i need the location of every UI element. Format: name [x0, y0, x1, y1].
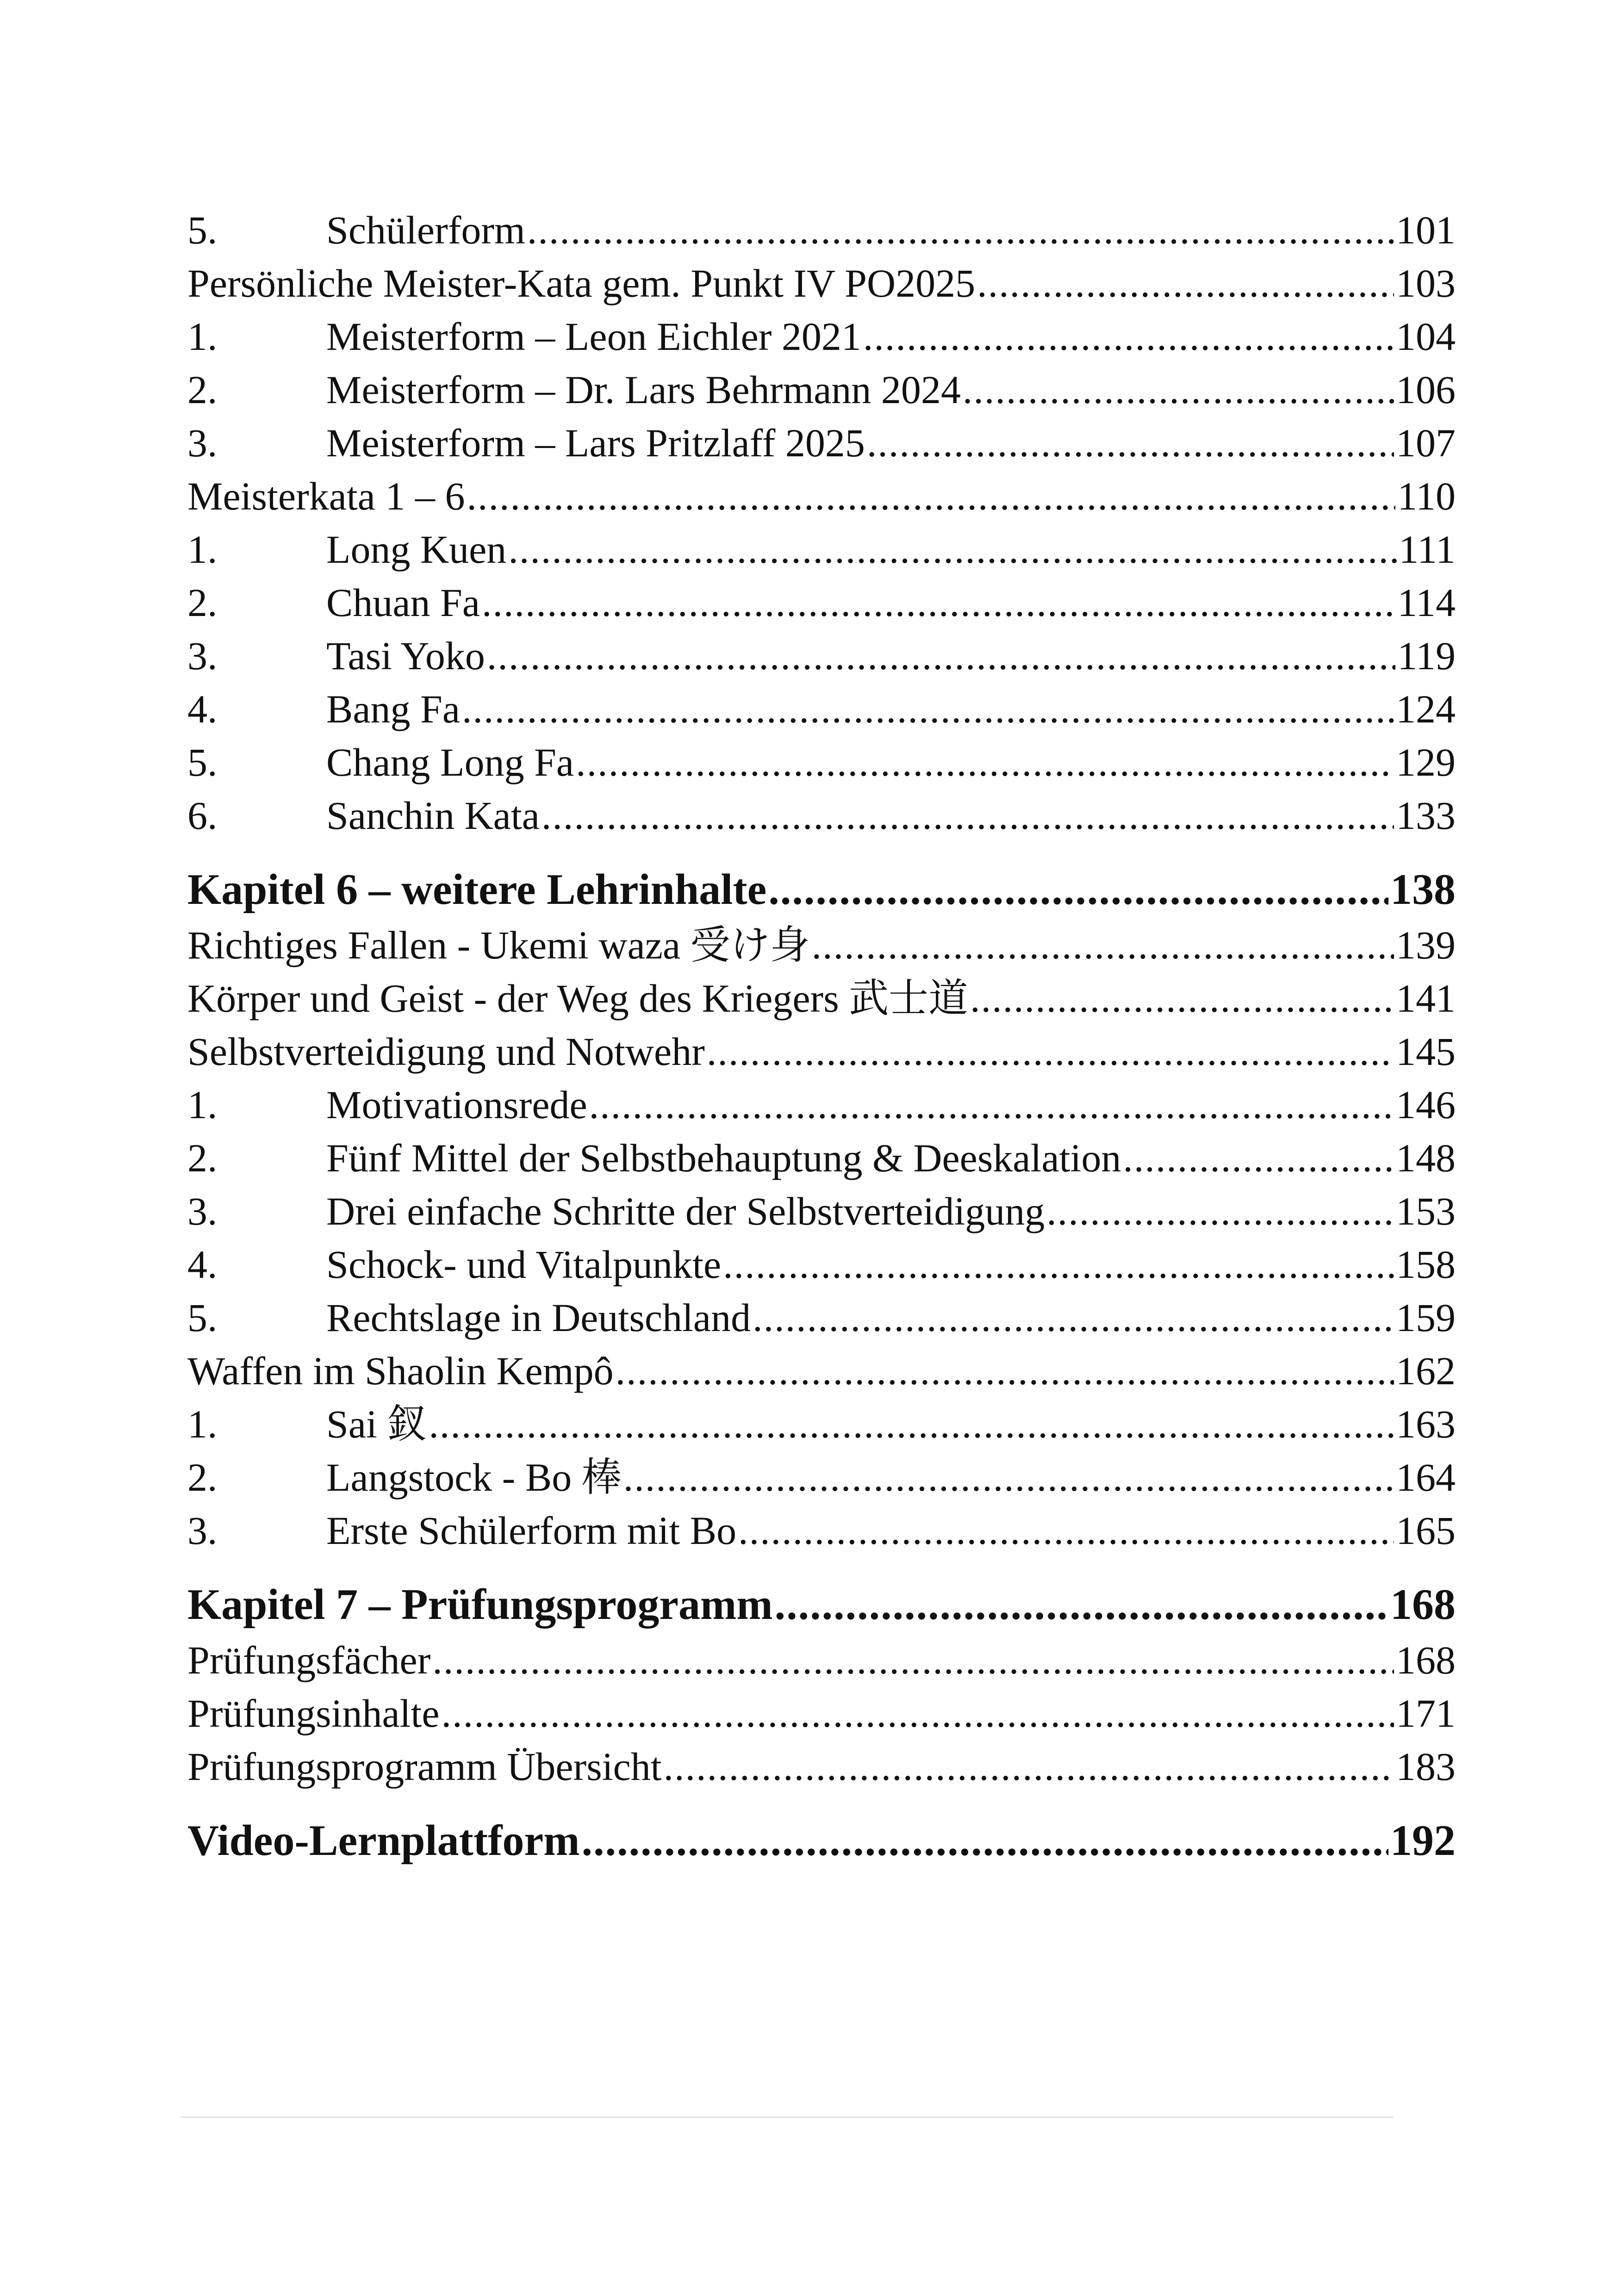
- toc-entry-number: 1.: [187, 527, 218, 572]
- toc-entry[interactable]: [187, 919, 1456, 972]
- toc-entry-page-number: 141: [1396, 976, 1456, 1020]
- toc-entry-title: Meisterkata 1 – 6: [187, 474, 465, 518]
- toc-chapter-entry[interactable]: [187, 861, 1456, 919]
- dot-leader: [442, 1687, 1394, 1740]
- toc-entry-page-number: 168: [1396, 1638, 1456, 1682]
- toc-entry-page-number: 163: [1396, 1402, 1456, 1446]
- toc-entry-number: 2.: [187, 580, 218, 625]
- dot-leader: [582, 1812, 1388, 1870]
- toc-entry[interactable]: [187, 1078, 1456, 1132]
- toc-entry-number: 6.: [187, 793, 218, 838]
- toc-entry-title: Erste Schülerform mit Bo: [326, 1508, 737, 1553]
- toc-entry-title: Bang Fa: [326, 687, 461, 731]
- toc-chapter-entry[interactable]: [187, 1576, 1456, 1634]
- toc-entry-title: Sai 釵: [326, 1402, 427, 1446]
- toc-entry-title: Chang Long Fa: [326, 740, 574, 784]
- toc-entry[interactable]: [187, 1634, 1456, 1687]
- toc-entry-title: Waffen im Shaolin Kempô: [187, 1349, 614, 1393]
- toc-entry-title: Video-Lernplattform: [187, 1817, 580, 1865]
- toc-entry-title: Meisterform – Lars Pritzlaff 2025: [326, 421, 865, 465]
- toc-entry-page-number: 159: [1396, 1295, 1456, 1340]
- toc-entry-title: Long Kuen: [326, 527, 507, 572]
- toc-entry-title: Körper und Geist - der Weg des Kriegers 武士道: [187, 976, 969, 1020]
- toc-entry-page-number: 146: [1396, 1083, 1456, 1127]
- toc-entry-title: Prüfungsprogramm Übersicht: [187, 1744, 662, 1789]
- toc-entry-number: 2.: [187, 1136, 218, 1180]
- toc-entry-number: 1.: [187, 314, 218, 359]
- toc-entry[interactable]: [187, 972, 1456, 1025]
- toc-entry[interactable]: [187, 523, 1456, 576]
- toc-entry-number: 2.: [187, 367, 218, 412]
- toc-entry-title: Kapitel 6 – weitere Lehrinhalte: [187, 865, 767, 914]
- toc-entry-page-number: 162: [1396, 1349, 1456, 1393]
- dot-leader: [1046, 1185, 1394, 1238]
- toc-entry-number: 3.: [187, 1508, 218, 1553]
- toc-entry[interactable]: [187, 204, 1456, 257]
- toc-entry-page-number: 124: [1396, 687, 1456, 731]
- dot-leader: [589, 1078, 1394, 1132]
- dot-leader: [462, 683, 1394, 736]
- dot-leader: [429, 1398, 1394, 1451]
- toc-entry-page-number: 171: [1396, 1691, 1456, 1736]
- toc-entry-number: 2.: [187, 1455, 218, 1500]
- toc-entry-title: Prüfungsfächer: [187, 1638, 431, 1682]
- toc-entry-page-number: 104: [1396, 314, 1456, 359]
- toc-entry-page-number: 168: [1390, 1580, 1456, 1629]
- toc-entry[interactable]: [187, 257, 1456, 310]
- toc-entry[interactable]: [187, 789, 1456, 842]
- toc-entry-page-number: 129: [1396, 740, 1456, 784]
- toc-entry-page-number: 119: [1397, 634, 1456, 678]
- toc-entry-page-number: 138: [1390, 865, 1456, 914]
- toc-entry-number: 5.: [187, 208, 218, 252]
- dot-leader: [775, 1576, 1388, 1634]
- toc-entry-title: Drei einfache Schritte der Selbstverteidigung: [326, 1189, 1045, 1233]
- toc-entry-page-number: 158: [1396, 1242, 1456, 1287]
- dot-leader: [527, 204, 1394, 257]
- toc-entry-number: 1.: [187, 1402, 218, 1446]
- toc-entry[interactable]: [187, 417, 1456, 470]
- dot-leader: [487, 629, 1395, 683]
- toc-entry-page-number: 145: [1396, 1029, 1456, 1074]
- toc-entry[interactable]: [187, 310, 1456, 363]
- toc-entry-number: 5.: [187, 1295, 218, 1340]
- dot-leader: [508, 523, 1397, 576]
- toc-entry-title: Fünf Mittel der Selbstbehauptung & Deeskalation: [326, 1136, 1121, 1180]
- toc-entry-title: Tasi Yoko: [326, 634, 485, 678]
- toc-entry-title: Rechtslage in Deutschland: [326, 1295, 751, 1340]
- dot-leader: [738, 1504, 1394, 1557]
- toc-entry[interactable]: [187, 576, 1456, 629]
- toc-entry[interactable]: [187, 1451, 1456, 1504]
- toc-entry-title: Motivationsrede: [326, 1083, 587, 1127]
- toc-entry[interactable]: [187, 1687, 1456, 1740]
- toc-entry-page-number: 107: [1396, 421, 1456, 465]
- toc-entry[interactable]: [187, 1740, 1456, 1793]
- dot-leader: [623, 1451, 1394, 1504]
- toc-entry-title: Persönliche Meister-Kata gem. Punkt IV PO2025: [187, 261, 976, 305]
- toc-entry[interactable]: [187, 1185, 1456, 1238]
- toc-entry[interactable]: [187, 629, 1456, 683]
- toc-entry[interactable]: [187, 1291, 1456, 1344]
- toc-entry-page-number: 106: [1396, 367, 1456, 412]
- toc-entry-page-number: 111: [1399, 527, 1456, 572]
- toc-entry[interactable]: [187, 1344, 1456, 1398]
- toc-entry[interactable]: [187, 736, 1456, 789]
- toc-entry[interactable]: [187, 1504, 1456, 1557]
- dot-leader: [867, 417, 1394, 470]
- toc-entry-page-number: 114: [1397, 580, 1456, 625]
- toc-entry[interactable]: [187, 1398, 1456, 1451]
- toc-entry-title: Selbstverteidigung und Notwehr: [187, 1029, 705, 1074]
- toc-entry[interactable]: [187, 1238, 1456, 1291]
- toc-entry-number: 3.: [187, 634, 218, 678]
- toc-entry-page-number: 165: [1396, 1508, 1456, 1553]
- toc-entry[interactable]: [187, 1132, 1456, 1185]
- toc-entry-number: 1.: [187, 1083, 218, 1127]
- dot-leader: [664, 1740, 1394, 1793]
- toc-entry-number: 4.: [187, 1242, 218, 1287]
- toc-entry-title: Meisterform – Leon Eichler 2021: [326, 314, 861, 359]
- dot-leader: [432, 1634, 1394, 1687]
- footer-divider: [180, 2116, 1393, 2118]
- toc-entry-page-number: 148: [1396, 1136, 1456, 1180]
- toc-entry-page-number: 101: [1396, 208, 1456, 252]
- dot-leader: [467, 470, 1395, 523]
- toc-entry-title: Chuan Fa: [326, 580, 480, 625]
- toc-entry-page-number: 103: [1396, 261, 1456, 305]
- toc-entry-title: Kapitel 7 – Prüfungsprogramm: [187, 1580, 773, 1629]
- table-of-contents: [187, 204, 1456, 1870]
- toc-entry-page-number: 139: [1396, 923, 1456, 967]
- dot-leader: [1123, 1132, 1394, 1185]
- dot-leader: [963, 363, 1394, 417]
- toc-entry-number: 5.: [187, 740, 218, 784]
- dot-leader: [616, 1344, 1394, 1398]
- dot-leader: [977, 257, 1394, 310]
- toc-entry-title: Prüfungsinhalte: [187, 1691, 440, 1736]
- dot-leader: [768, 861, 1388, 919]
- toc-entry-number: 3.: [187, 1189, 218, 1233]
- dot-leader: [723, 1238, 1394, 1291]
- toc-entry-number: 4.: [187, 687, 218, 731]
- toc-entry[interactable]: [187, 470, 1456, 523]
- toc-entry-title: Schock- und Vitalpunkte: [326, 1242, 722, 1287]
- toc-entry-page-number: 110: [1397, 474, 1456, 518]
- dot-leader: [541, 789, 1394, 842]
- toc-entry-title: Schülerform: [326, 208, 525, 252]
- toc-entry[interactable]: [187, 1025, 1456, 1078]
- toc-entry-page-number: 164: [1396, 1455, 1456, 1500]
- toc-entry-title: Richtiges Fallen - Ukemi waza 受け身: [187, 923, 810, 967]
- toc-entry-title: Meisterform – Dr. Lars Behrmann 2024: [326, 367, 961, 412]
- dot-leader: [970, 972, 1394, 1025]
- toc-entry-page-number: 153: [1396, 1189, 1456, 1233]
- toc-entry[interactable]: [187, 363, 1456, 417]
- dot-leader: [576, 736, 1394, 789]
- toc-chapter-entry[interactable]: [187, 1812, 1456, 1870]
- dot-leader: [482, 576, 1395, 629]
- toc-entry[interactable]: [187, 683, 1456, 736]
- dot-leader: [863, 310, 1394, 363]
- toc-entry-page-number: 183: [1396, 1744, 1456, 1789]
- toc-entry-page-number: 133: [1396, 793, 1456, 838]
- dot-leader: [707, 1025, 1394, 1078]
- toc-entry-title: Sanchin Kata: [326, 793, 540, 838]
- toc-entry-title: Langstock - Bo 棒: [326, 1455, 622, 1500]
- toc-entry-number: 3.: [187, 421, 218, 465]
- toc-entry-page-number: 192: [1390, 1817, 1456, 1865]
- dot-leader: [753, 1291, 1394, 1344]
- dot-leader: [812, 919, 1394, 972]
